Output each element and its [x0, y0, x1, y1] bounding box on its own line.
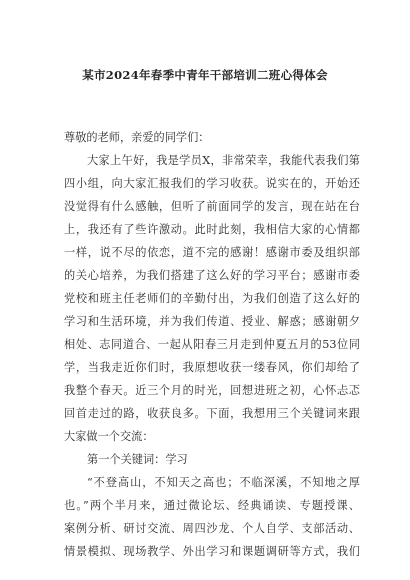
body-line: 学习和生活环境，并为我们传道、授业、解惑；感谢朝夕 — [64, 315, 360, 328]
body-line: 党校和班主任老师们的辛勤付出，为我们创造了这么好的 — [64, 292, 360, 305]
body-line: 上，我还有了些许激动。此时此刻，我相信大家的心情都 — [64, 223, 360, 236]
document-title: 某市2024年春季中青年干部培训二班心得体会 — [82, 68, 328, 82]
body-line: 大家做一个交流： — [64, 430, 154, 443]
body-line: “不登高山，不知天之高也；不临深溪，不知地之厚 — [87, 476, 360, 489]
body-line: 的关心培养，为我们搭建了这么好的学习平台；感谢市委 — [64, 269, 360, 282]
body-line: 学，当我走近你们时，我原想收获一缕春风，你们却给了 — [64, 361, 360, 374]
body-line: 相处、志同道合、一起从阳春三月走到仲夏五月的53位同 — [64, 338, 360, 351]
body-line: 案例分析、研讨交流、周四沙龙、个人自学、支部活动、 — [64, 522, 360, 535]
section-heading: 第一个关键词：学习 — [87, 453, 188, 466]
salutation-line: 尊敬的老师，亲爱的同学们： — [64, 131, 210, 144]
document-body — [64, 126, 360, 563]
body-line: 一样，说不尽的依恋，道不完的感谢！感谢市委及组织部 — [64, 246, 360, 259]
body-line: 情景模拟、现场教学、外出学习和课题调研等方式，我们 — [64, 545, 360, 558]
body-line: 我整个春天。近三个月的时光，回想进班之初，心怀忐忑 — [64, 384, 360, 397]
body-line: 大家上午好，我是学员X，非常荣幸，我能代表我们第 — [87, 154, 360, 167]
body-line: 四小组，向大家汇报我们的学习收获。说实在的，开始还 — [64, 177, 360, 190]
body-line: 没觉得有什么感触，但听了前面同学的发言，现在站在台 — [64, 200, 360, 213]
body-line: 回首走过的路，收获良多。下面，我想用三个关键词来跟 — [64, 407, 360, 420]
body-line: 也。”两个半月来，通过微论坛、经典诵读、专题授课、 — [64, 499, 360, 512]
